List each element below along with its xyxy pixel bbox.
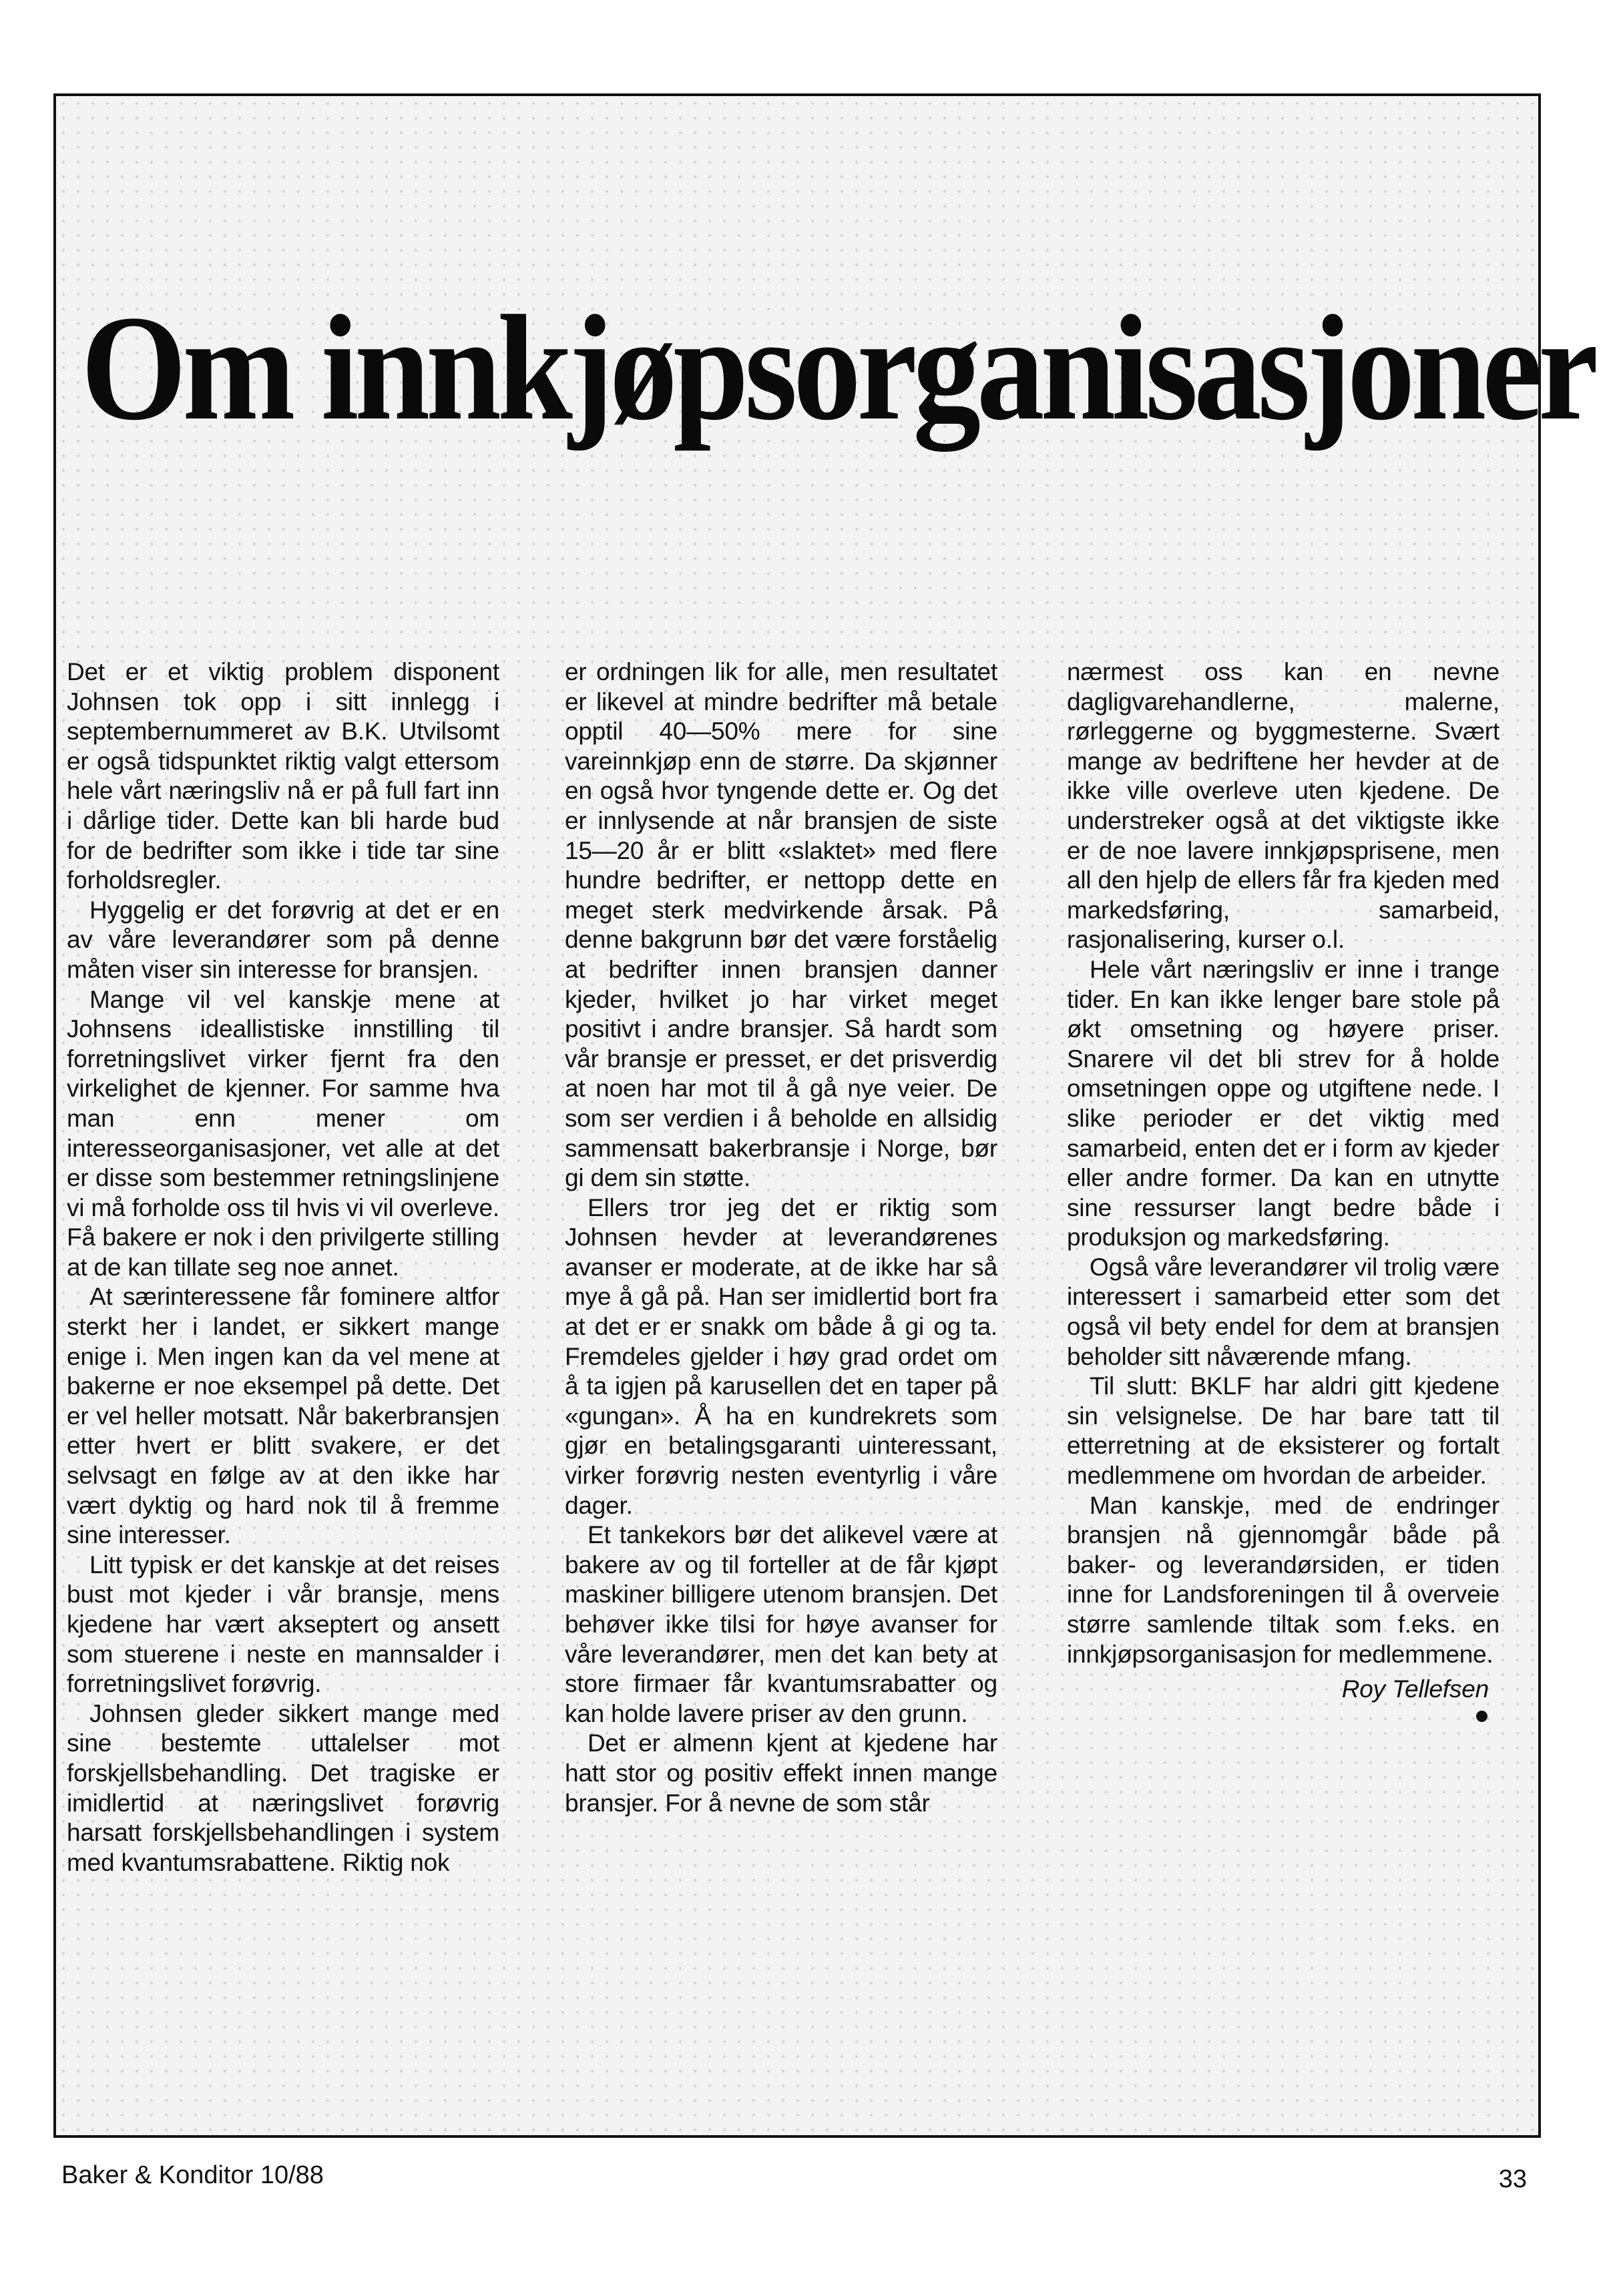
paragraph: Hele vårt næringsliv er inne i trange tider. En kan ikke lenger bare stole på økt omsetning og høyere priser. Snarere vil det bli strev for å holde omsetningen oppe og utgiftene nede. I slike perioder er det viktig med samarbeid, enten det er i form av kjeder eller andre former. Da kan en utnytte sine ressurser langt bedre både i produksjon og markedsføring. xyxy=(1067,955,1499,1251)
author-signature: Roy Tellefsen xyxy=(1341,1675,1489,1703)
paragraph: Et tankekors bør det alikevel være at bakere av og til forteller at de får kjøpt maskiner billigere utenom bransjen. Det behøver ikke tilsi for høye avanser for våre leverandører, men det kan bety at store firmaer får kvantumsrabatter og kan holde lavere priser av den grunn. xyxy=(565,1521,997,1727)
paragraph: Ellers tror jeg det er riktig som Johnsen hevder at leverandørenes avanser er moderate, at de ikke har så mye å gå på. Han ser imidlertid bort fra at det er er snakk om både å gi og ta. Fremdeles gjelder i høy grad ordet om å ta igjen på karusellen det en taper på «gungan». Å ha en kundrekrets som gjør en betalingsgaranti uinteressant, virker forøvrig nesten eventyrlig i våre dager. xyxy=(565,1193,997,1519)
text-column-3 xyxy=(1067,657,1499,1722)
page-number: 33 xyxy=(1498,2165,1527,2193)
paragraph: Man kanskje, med de endringer bransjen nå gjennomgår både på baker- og leverandørsiden, er tiden inne for Landsforeningen til å overveie større samlende tiltak som f.eks. en innkjøpsorganisasjon for medlemmene. xyxy=(1067,1491,1499,1668)
paragraph: er ordningen lik for alle, men resultatet er likevel at mindre bedrifter må betale opptil 40—50% mere for sine vareinnkjøp enn de større. Da skjønner en også hvor tyngende dette er. Og det er innlysende at når bransjen de siste 15—20 år er blitt «slaktet» med flere hundre bedrifter, er nettopp dette en meget sterk medvirkende årsak. På denne bakgrunn bør det være forståelig at bedrifter innen bransjen danner kjeder, hvilket jo har virket meget positivt i andre bransjer. Så hardt som vår bransje er presset, er det prisverdig at noen har mot til å gå nye veier. De som ser verdien i å beholde en allsidig sammensatt bakerbransje i Norge, bør gi dem sin støtte. xyxy=(565,658,997,1192)
paragraph: At særinteressene får fominere altfor sterkt her i landet, er sikkert mange enige i. Men ingen kan da vel mene at bakerne er noe eksempel på dette. Det er vel heller motsatt. Når bakerbransjen etter hvert er blitt svakere, er det selvsagt en følge av at den ikke har vært dyktig og hard nok til å fremme sine interesser. xyxy=(67,1283,499,1549)
article-title: Om innkjøpsorganisasjoner xyxy=(81,284,1594,451)
text-column-1 xyxy=(67,657,499,1878)
publication-footer: Baker & Konditor 10/88 xyxy=(61,2161,324,2189)
paragraph: Hyggelig er det forøvrig at det er en av våre leverandører som på denne måten viser sin interesse for bransjen. xyxy=(67,896,499,983)
text-column-2 xyxy=(565,657,997,1818)
paragraph: Også våre leverandører vil trolig være interessert i samarbeid etter som det også vil bety endel for dem at bransjen beholder sitt nåværende mfang. xyxy=(1067,1253,1499,1370)
paragraph: Litt typisk er det kanskje at det reises bust mot kjeder i vår bransje, mens kjedene har vært akseptert og ansett som stuerene i neste en mannsalder i forretningslivet forøvrig. xyxy=(67,1550,499,1698)
paragraph: Til slutt: BKLF har aldri gitt kjedene sin velsignelse. De har bare tatt til etterretning at de eksisterer og fortalt medlemmene om hvordan de arbeider. xyxy=(1067,1372,1499,1490)
paragraph: Mange vil vel kanskje mene at Johnsens ideallistiske innstilling til forretningslivet virker fjernt fra den virkelighet de kjenner. For samme hva man enn mener om interesseorganisasjoner, vet alle at det er disse som bestemmer retningslinjene vi må forholde oss til hvis vi vil overleve. Få bakere er nok i den privilgerte stilling at de kan tillate seg noe annet. xyxy=(67,985,499,1281)
paragraph: nærmest oss kan en nevne dagligvarehandlerne, malerne, rørleggerne og byggmesterne. Svært mange av bedriftene her hevder at de ikke ville overleve uten kjedene. De understreker også at det viktigste ikke er de noe lavere innkjøpsprisene, men all den hjelp de ellers får fra kjeden med markedsføring, samarbeid, rasjonalisering, kurser o.l. xyxy=(1067,658,1499,954)
paragraph: Johnsen gleder sikkert mange med sine bestemte uttalelser mot forskjellsbehandling. Det tragiske er imidlertid at næringslivet forøvrig harsatt forskjellsbehandlingen i system med kvantumsrabattene. Riktig nok xyxy=(67,1699,499,1876)
paragraph: Det er et viktig problem disponent Johnsen tok opp i sitt innlegg i septembernummeret av B.K. Utvilsomt er også tidspunktet riktig valgt ettersom hele vårt næringsliv nå er på full fart inn i dårlige tider. Dette kan bli harde bud for de bedrifter som ikke i tide tar sine forholdsregler. xyxy=(67,658,499,894)
paragraph: Det er almenn kjent at kjedene har hatt stor og positiv effekt innen mange bransjer. For å nevne de som står xyxy=(565,1729,997,1817)
end-mark-bullet-icon xyxy=(1476,1711,1487,1722)
